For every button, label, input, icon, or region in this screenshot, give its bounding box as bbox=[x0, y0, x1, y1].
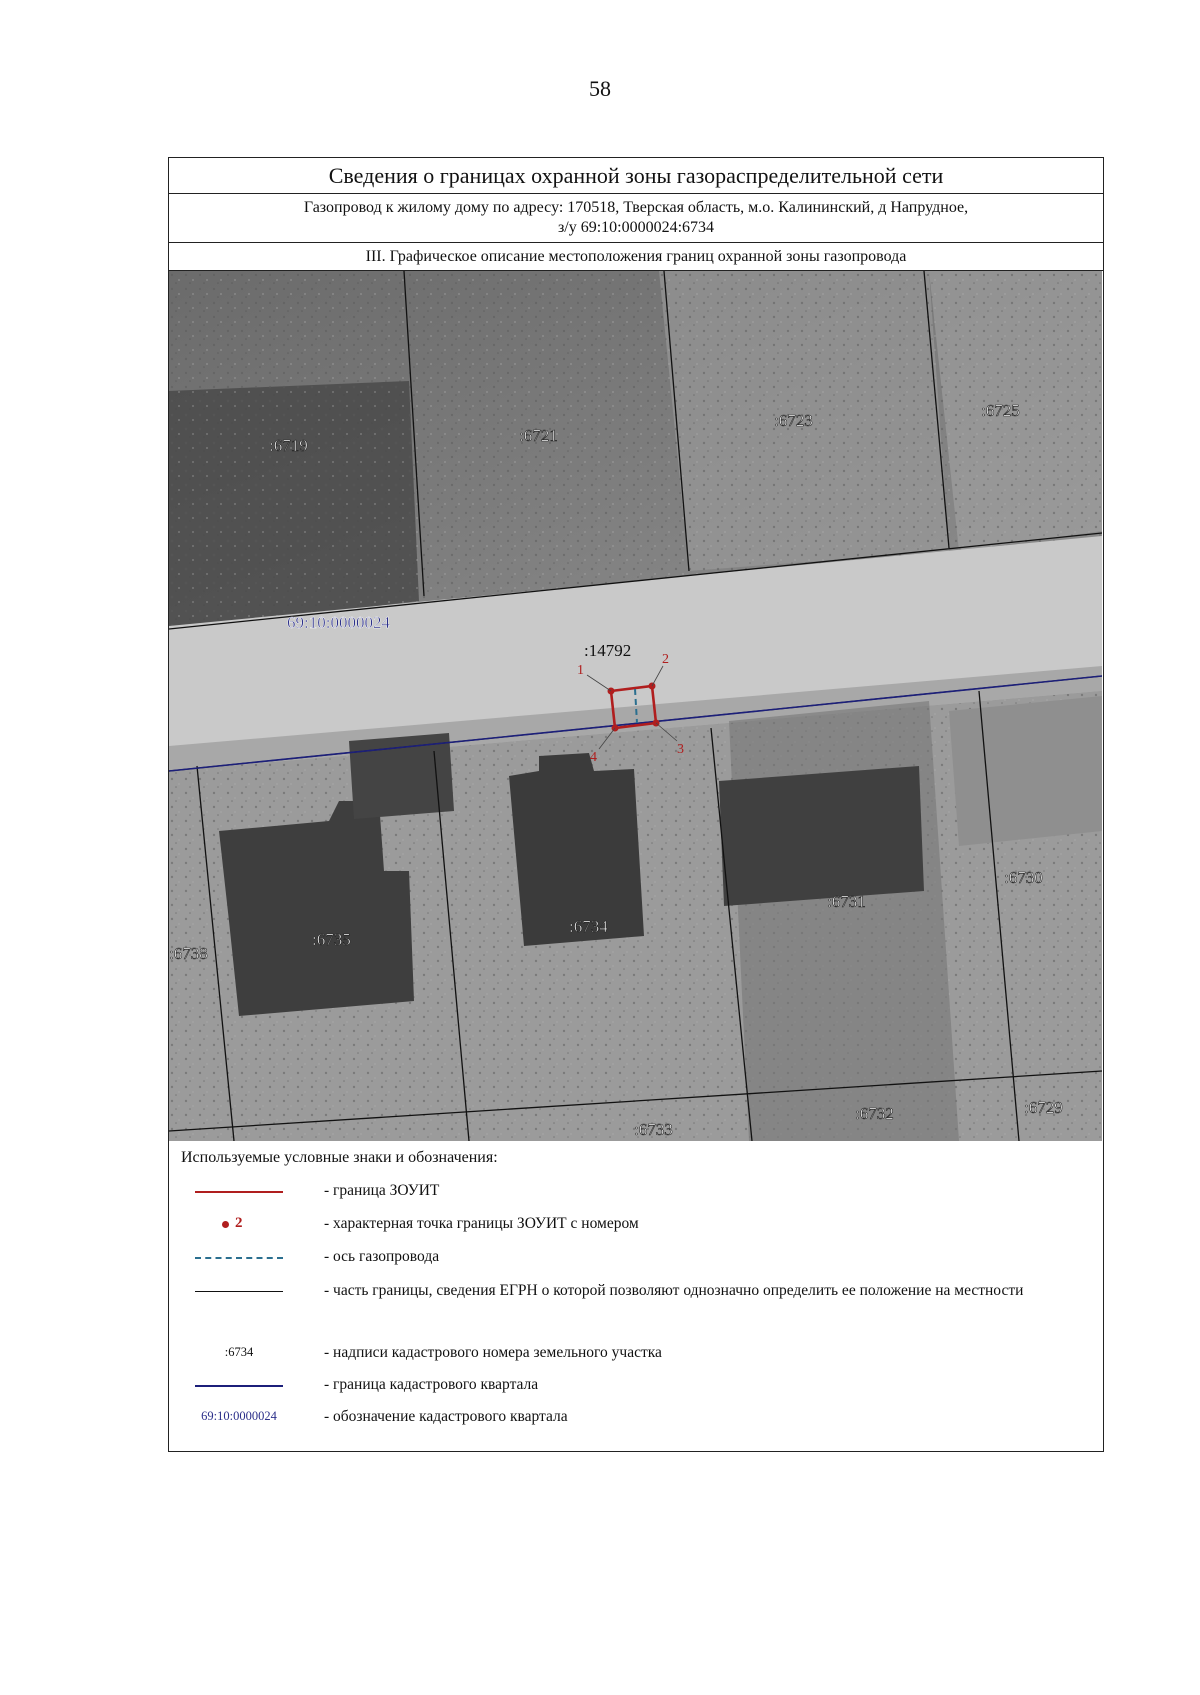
black-line-icon bbox=[195, 1291, 283, 1292]
red-point-icon bbox=[222, 1221, 229, 1228]
house-garage bbox=[349, 733, 454, 819]
section-heading: III. Графическое описание местоположения границ охранной зоны газопровода bbox=[169, 243, 1103, 271]
parcel-label-6732: :6732 bbox=[855, 1104, 894, 1123]
house-6730 bbox=[949, 696, 1102, 846]
parcel-label-6734: :6734 bbox=[569, 917, 608, 936]
quarter-label: 69:10:0000024 bbox=[287, 613, 390, 632]
legend-text: - часть границы, сведения ЕГРН о которой позволяют однозначно определить ее положение на местности bbox=[324, 1282, 1024, 1299]
legend-symbol bbox=[189, 1279, 299, 1307]
point-number-4: 4 bbox=[590, 750, 597, 765]
zone-label: :14792 bbox=[584, 641, 632, 660]
parcel-label-6738: :6738 bbox=[169, 944, 208, 963]
legend-text: - характерная точка границы ЗОУИТ с номером bbox=[324, 1215, 639, 1232]
legend-text: - граница кадастрового квартала bbox=[324, 1376, 539, 1393]
map-canvas bbox=[169, 271, 1102, 1141]
document-frame bbox=[168, 157, 1104, 1452]
parcel-label-6730: :6730 bbox=[1004, 868, 1043, 887]
yard-6731 bbox=[729, 701, 959, 1141]
document-title: Сведения о границах охранной зоны газораспределительной сети bbox=[169, 158, 1103, 194]
legend-symbol bbox=[189, 1212, 299, 1240]
subtitle-line-2: з/у 69:10:0000024:6734 bbox=[557, 219, 715, 236]
legend-item-gas-axis bbox=[169, 1245, 1103, 1281]
legend-heading: Используемые условные знаки и обозначения: bbox=[181, 1149, 498, 1166]
legend-item-parcel-boundary bbox=[169, 1279, 1103, 1333]
parcel-label-6729: :6729 bbox=[1024, 1098, 1063, 1117]
point-number-3: 3 bbox=[677, 742, 684, 757]
legend-symbol bbox=[189, 1373, 299, 1401]
parcel-label-6733: :6733 bbox=[634, 1120, 673, 1139]
document-subtitle bbox=[169, 194, 1103, 243]
legend-symbol bbox=[189, 1179, 299, 1207]
red-line-icon bbox=[195, 1191, 283, 1193]
parcel-label-6735: :6735 bbox=[312, 930, 351, 949]
subtitle-line-1: Газопровод к жилому дому по адресу: 170518, Тверская область, м.о. Калининский, д Напрудное, bbox=[303, 199, 969, 216]
legend-point-number: 2 bbox=[235, 1215, 243, 1231]
legend-symbol bbox=[189, 1405, 299, 1433]
legend-quarter-sample: 69:10:0000024 bbox=[201, 1409, 277, 1423]
aerial-map bbox=[169, 271, 1102, 1141]
legend-item-quarter-label bbox=[169, 1405, 1103, 1441]
parcel-label-6725: :6725 bbox=[981, 401, 1020, 420]
navy-line-icon bbox=[195, 1385, 283, 1387]
dashed-line-icon bbox=[195, 1257, 283, 1259]
parcel-label-6719: :6719 bbox=[269, 436, 308, 455]
point-number-2: 2 bbox=[662, 652, 669, 667]
legend-item-zone-boundary bbox=[169, 1179, 1103, 1215]
parcel-label-6721: :6721 bbox=[519, 426, 558, 445]
legend-text: - граница ЗОУИТ bbox=[324, 1182, 440, 1199]
legend-parcel-sample: :6734 bbox=[224, 1345, 254, 1359]
legend-text: - ось газопровода bbox=[324, 1248, 440, 1265]
point-number-1: 1 bbox=[577, 663, 584, 678]
legend-text: - надписи кадастрового номера земельного участка bbox=[324, 1344, 662, 1361]
legend-item-quarter-boundary bbox=[169, 1373, 1103, 1409]
legend-item-zone-point bbox=[169, 1212, 1103, 1248]
legend-item-parcel-label bbox=[169, 1341, 1103, 1377]
parcel-label-6731: :6731 bbox=[827, 892, 866, 911]
legend-symbol bbox=[189, 1341, 299, 1369]
parcel-label-6723: :6723 bbox=[774, 411, 813, 430]
legend-text: - обозначение кадастрового квартала bbox=[324, 1408, 568, 1425]
house-6731 bbox=[719, 766, 924, 906]
page-number: 58 bbox=[589, 76, 611, 101]
legend-symbol bbox=[189, 1245, 299, 1273]
